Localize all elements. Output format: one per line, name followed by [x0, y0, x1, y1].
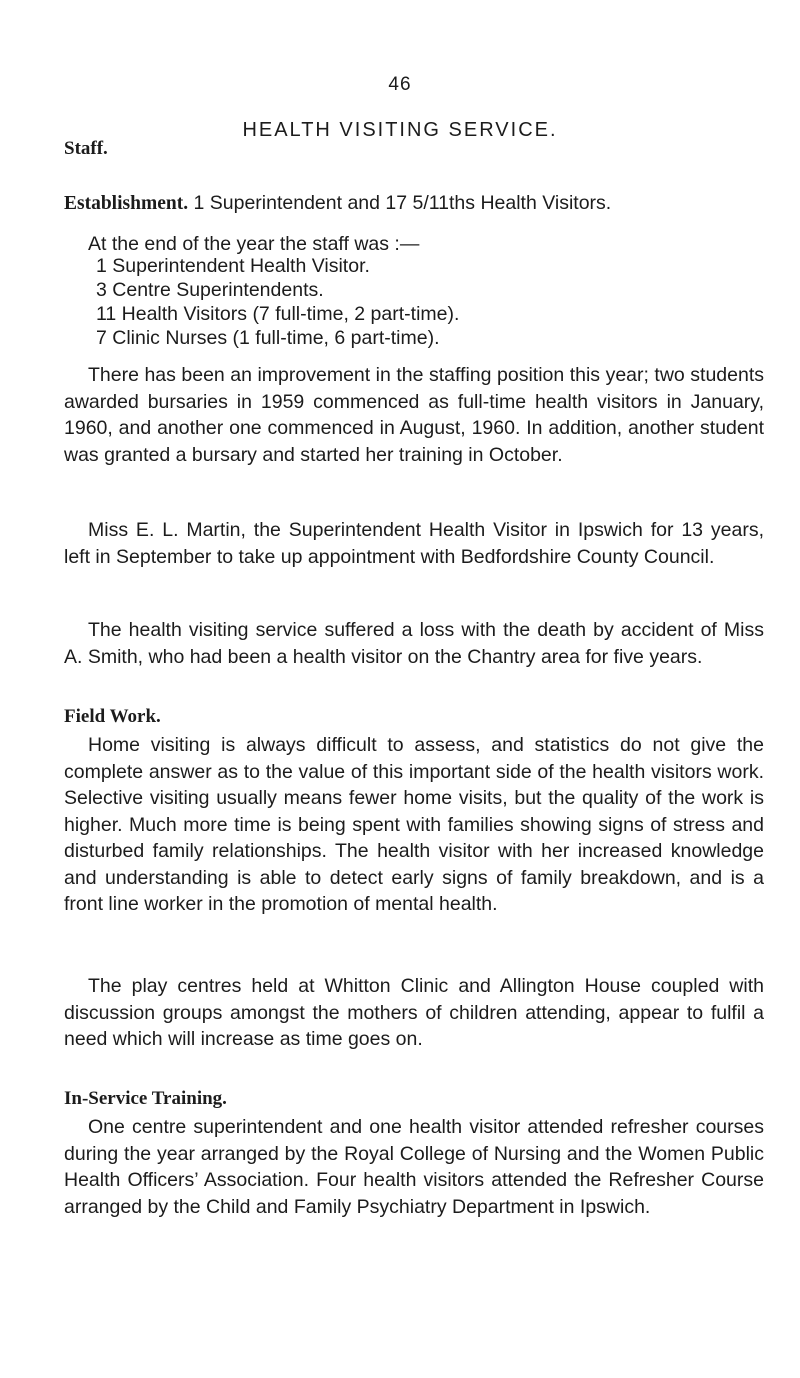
- establishment-paragraph: [64, 190, 764, 218]
- list-item: 11 Health Visitors (7 full-time, 2 part-time).: [96, 303, 460, 325]
- year-end-intro: At the end of the year the staff was :—: [88, 233, 420, 255]
- page-number: 46: [388, 74, 412, 95]
- staff-list: [96, 254, 459, 350]
- staff-heading: Staff.: [64, 138, 108, 159]
- play-centres-paragraph: The play centres held at Whitton Clinic and Allington House coupled with discussion groups amongst the mothers of children attending, appear to fulfil a need which will increase as time goes on.: [64, 975, 764, 1050]
- field-work-heading: Field Work.: [64, 706, 161, 727]
- home-visiting-paragraph: Home visiting is always difficult to assess, and statistics do not give the complete answer as to the value of this important side of the health visitors work. Selective visiting usually means fewer home visits, but the quality of the work is higher. Much more time is being spent with families showing signs of stress and disturbed family relationships. The health visitor with her increased knowledge and understanding is able to detect early signs of family breakdown, and is a front line worker in the promotion of mental health.: [64, 734, 764, 915]
- list-item: 3 Centre Superintendents.: [96, 279, 324, 301]
- improvement-paragraph: There has been an improvement in the staffing position this year; two students awarded bursaries in 1959 commenced as full-time health visitors in January, 1960, and another one commenced in August, 1960. In addition, another student was granted a bursary and started her training in October.: [64, 364, 764, 466]
- establishment-text: 1 Superintendent and 17 5/11ths Health Visitors.: [188, 192, 612, 214]
- in-service-heading: In-Service Training.: [64, 1088, 227, 1109]
- page-title: HEALTH VISITING SERVICE.: [242, 119, 558, 141]
- establishment-lead: Establishment.: [64, 193, 189, 214]
- list-item: 1 Superintendent Health Visitor.: [96, 255, 370, 277]
- smith-paragraph: The health visiting service suffered a loss with the death by accident of Miss A. Smith, who had been a health visitor on the Chantry area for five years.: [64, 619, 764, 668]
- martin-paragraph: Miss E. L. Martin, the Superintendent Health Visitor in Ipswich for 13 years, left in September to take up appointment with Bedfordshire County Council.: [64, 519, 764, 568]
- in-service-paragraph: One centre superintendent and one health visitor attended refresher courses during the year arranged by the Royal College of Nursing and the Women Public Health Officers’ Association. Four health visitors attended the Refresher Course arranged by the Child and Family Psychiatry Department in Ipswich.: [64, 1116, 764, 1218]
- list-item: 7 Clinic Nurses (1 full-time, 6 part-time).: [96, 327, 440, 349]
